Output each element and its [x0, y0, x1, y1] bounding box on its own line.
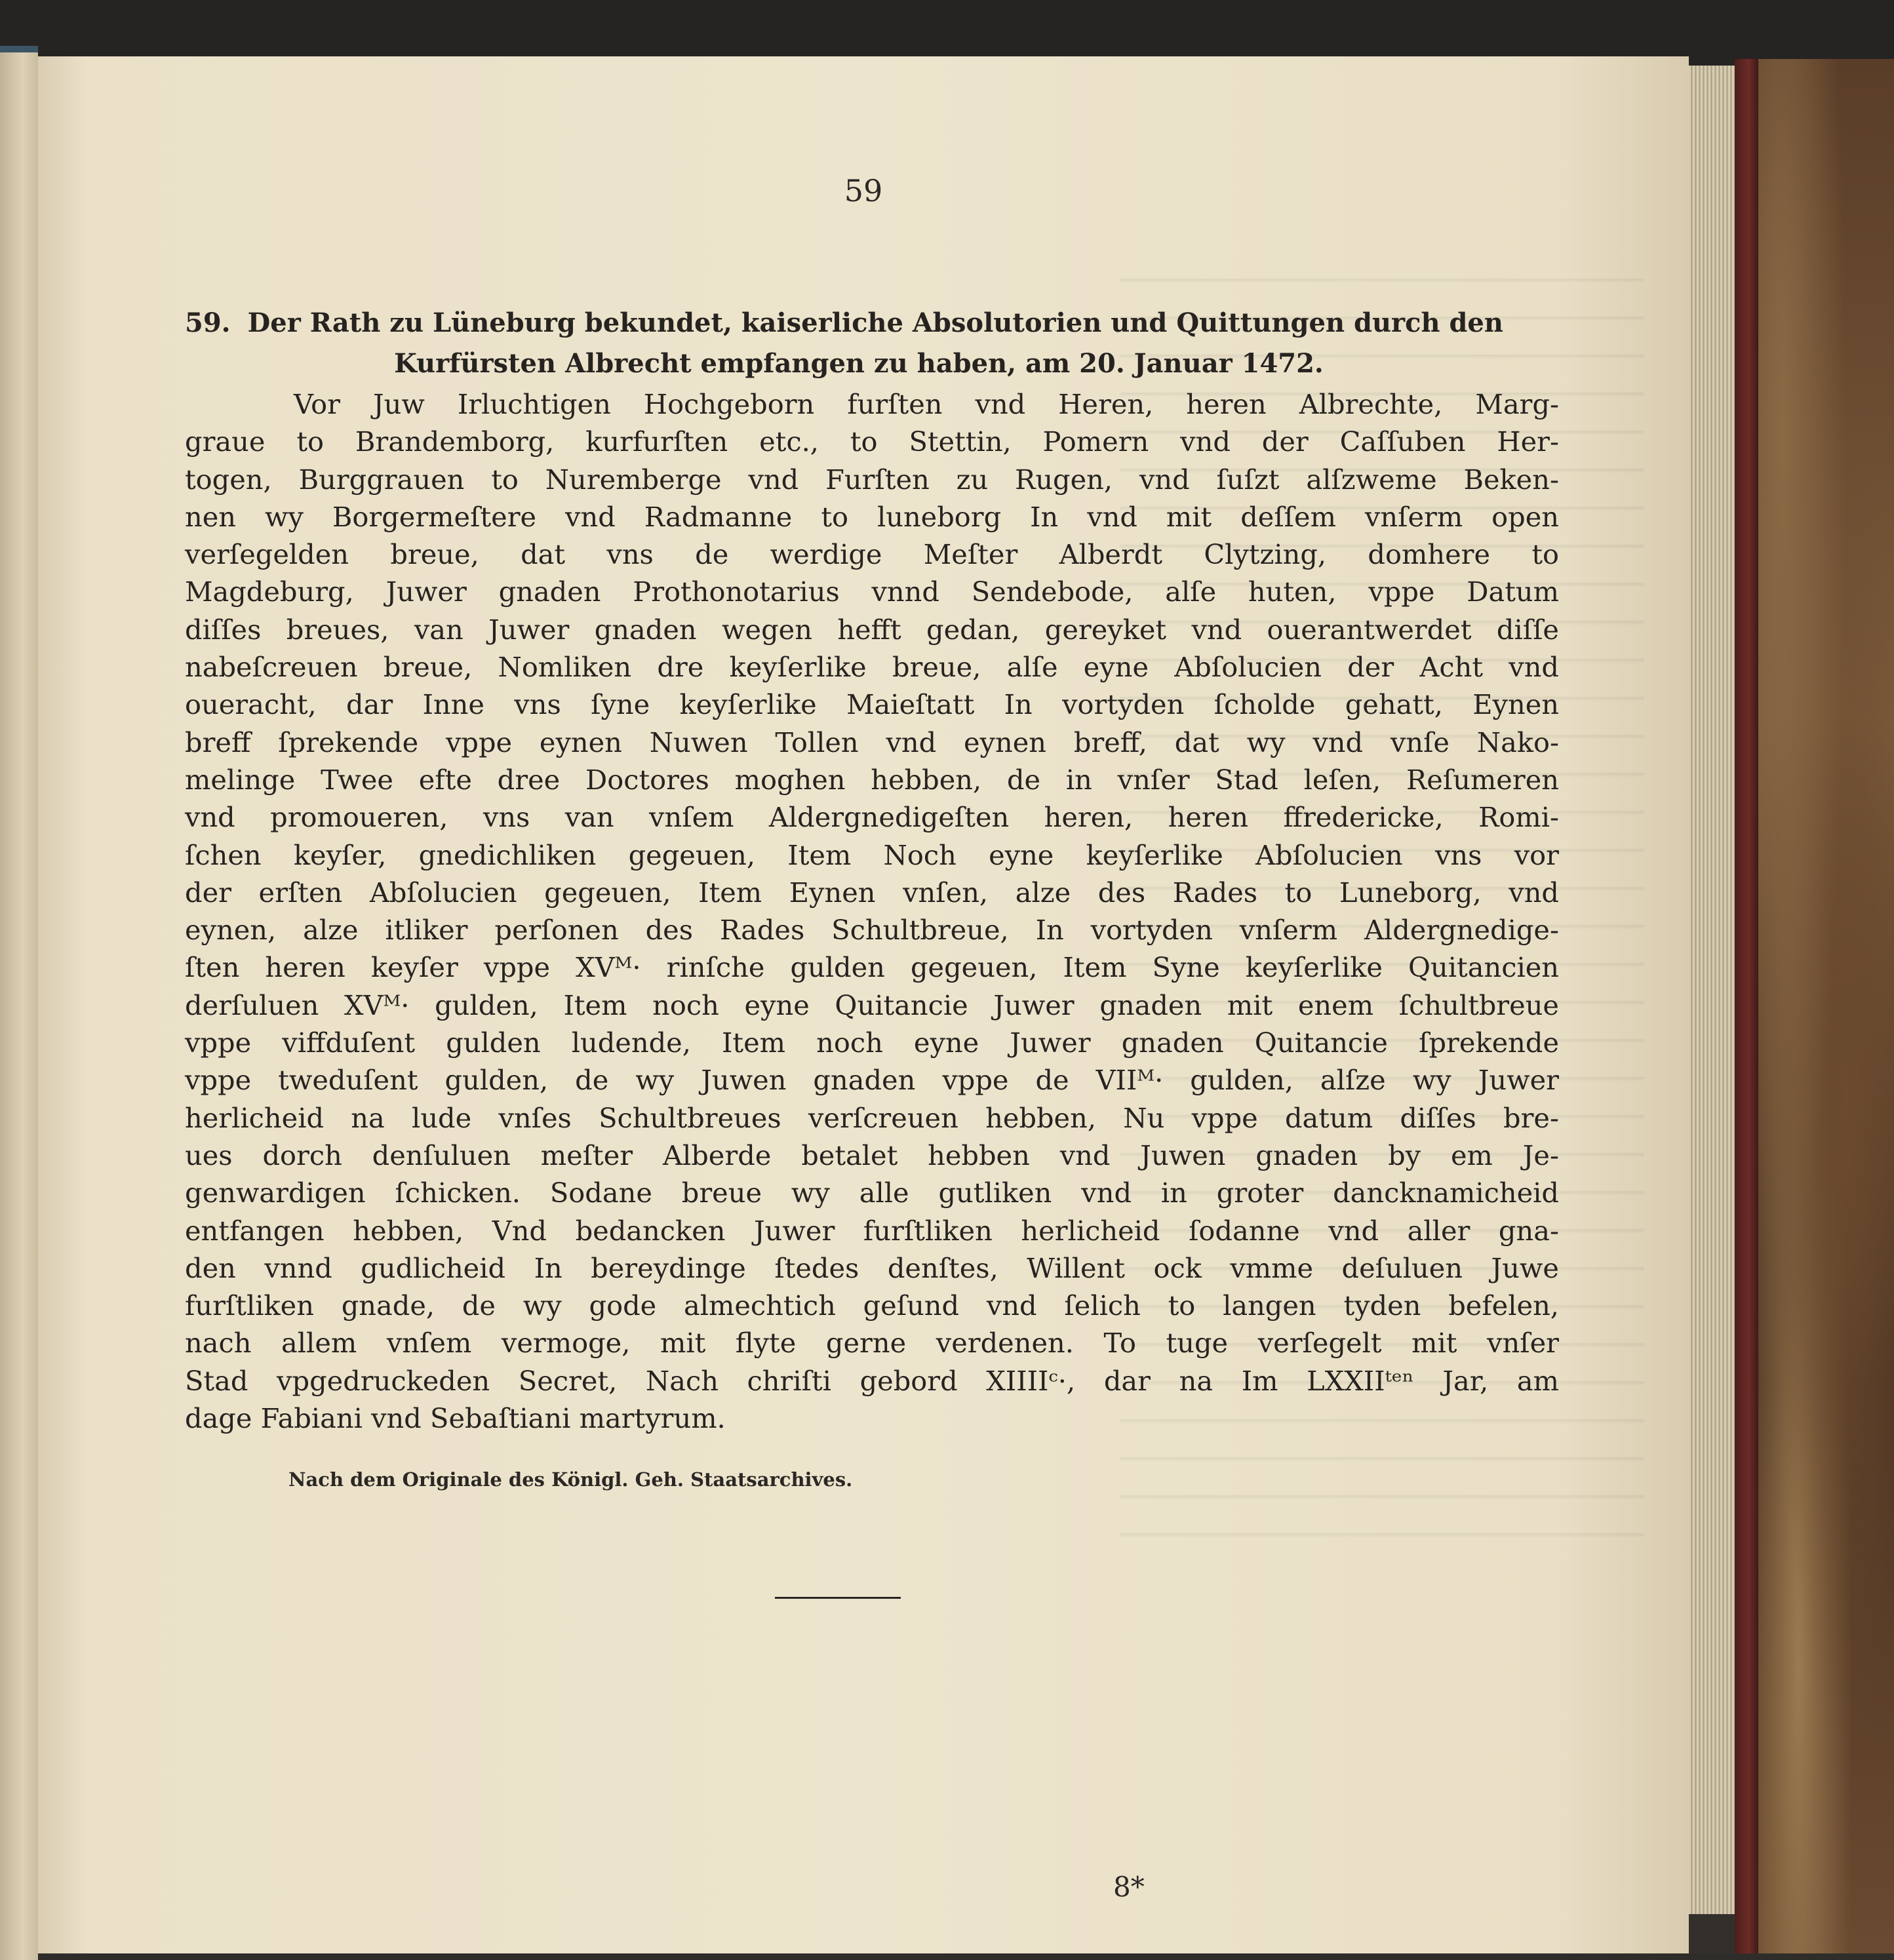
text-line: vppe tweduſent gulden, de wy Juwen gnaden vppe de VIIᴹ· gulden, alſze wy Juwer	[185, 1064, 1559, 1097]
charter-text	[185, 385, 1559, 1437]
marbled-cover-board	[1735, 59, 1894, 1953]
text-line: graue to Brandemborg, kurfurſten etc., to Stettin, Pomern vnd der Caſſuben Her-	[185, 425, 1559, 458]
source-note: Nach dem Originale des Königl. Geh. Staatsarchives.	[288, 1468, 853, 1491]
text-line: derſuluen XVᴹ· gulden, Item noch eyne Quitancie Juwer gnaden mit enem ſchultbreue	[185, 989, 1559, 1021]
text-line: entfangen hebben, Vnd bedancken Juwer furſtliken herlicheid ſodanne vnd aller gna-	[185, 1214, 1559, 1247]
book-page	[38, 56, 1689, 1953]
text-line: Stad vpgedruckeden Secret, Nach chriſti gebord XIIIIᶜ·, dar na Im LXXIIᵗᵉⁿ Jar, am	[185, 1364, 1559, 1397]
text-line: Vor Juw Irluchtigen Hochgeborn furſten vnd Heren, heren Albrechte, Marg-	[294, 388, 1559, 420]
text-line: vppe viffduſent gulden ludende, Item noch eyne Juwer gnaden Quitancie ſprekende	[185, 1027, 1559, 1059]
end-rule	[775, 1597, 901, 1599]
text-line: ues dorch denſuluen meſter Alberde betalet hebben vnd Juwen gnaden by em Je-	[185, 1139, 1559, 1171]
signature-mark: 8*	[1113, 1871, 1145, 1903]
text-line: herlicheid na lude vnſes Schultbreues verſcreuen hebben, Nu vppe datum diſſes bre-	[185, 1101, 1559, 1134]
text-line: den vnnd gudlicheid In bereydinge ſtedes denſtes, Willent ock vmme deſuluen Juwe	[185, 1251, 1559, 1284]
facing-page-edge	[0, 46, 38, 1960]
text-line: Magdeburg, Juwer gnaden Prothonotarius vnnd Sendebode, alſe huten, vppe Datum	[185, 576, 1559, 608]
leather-spine-edge	[1735, 59, 1758, 1953]
text-line: oueracht, dar Inne vns ſyne keyſerlike Maieſtatt In vortyden ſcholde gehatt, Eynen	[185, 688, 1559, 721]
text-line: genwardigen ſchicken. Sodane breue wy alle gutliken vnd in groter dancknamicheid	[185, 1177, 1559, 1209]
text-line: breff ſprekende vppe eynen Nuwen Tollen vnd eynen breff, dat wy vnd vnſe Nako-	[185, 726, 1559, 758]
text-line: eynen, alze itliker perſonen des Rades Schultbreue, In vortyden vnſerm Aldergnedige-	[185, 914, 1559, 947]
text-line: ſchen keyſer, gnedichliken gegeuen, Item Noch eyne keyſerlike Abſolucien vns vor	[185, 838, 1559, 871]
text-line: diſſes breues, van Juwer gnaden wegen hefft gedan, gereyket vnd ouerantwerdet diſſe	[185, 613, 1559, 646]
text-line: furſtliken gnade, de wy gode almechtich geſund vnd ſelich to langen tyden befelen,	[185, 1289, 1559, 1322]
text-line: melinge Twee efte dree Doctores moghen hebben, de in vnſer Stad leſen, Reſumeren	[185, 763, 1559, 796]
document-heading	[185, 303, 1559, 384]
text-line: togen, Burggrauen to Nuremberge vnd Furſten zu Rugen, vnd ſuſzt alſzweme Beken-	[185, 463, 1559, 496]
text-line: der erſten Abſolucien gegeuen, Item Eynen vnſen, alze des Rades to Luneborg, vnd	[185, 876, 1559, 909]
text-line: nach allem vnſem vermoge, mit flyte gerne verdenen. To tuge verſegelt mit vnſer	[185, 1327, 1559, 1360]
text-line: dage Fabiani vnd Sebaſtiani martyrum.	[185, 1402, 726, 1435]
heading-line-2: Kurfürsten Albrecht empfangen zu haben, am 20. Januar 1472.	[394, 348, 1324, 379]
text-line: nabeſcreuen breue, Nomliken dre keyſerlike breue, alſe eyne Abſolucien der Acht vnd	[185, 651, 1559, 684]
text-line: vnd promoueren, vns van vnſem Aldergnedigeſten heren, heren ffredericke, Romi-	[185, 801, 1559, 834]
text-line: nen wy Borgermeſtere vnd Radmanne to luneborg In vnd mit deſſem vnſerm open	[185, 500, 1559, 533]
text-line: verſegelden breue, dat vns de werdige Meſter Alberdt Clytzing, domhere to	[185, 538, 1559, 571]
page-stack-edges	[1689, 66, 1735, 1914]
text-line: ſten heren keyſer vppe XVᴹ· rinſche gulden gegeuen, Item Syne keyſerlike Quitancien	[185, 951, 1559, 984]
document-number: 59.	[185, 307, 231, 338]
page-number: 59	[844, 173, 883, 208]
heading-line-1: Der Rath zu Lüneburg bekundet, kaiserliche Absolutorien und Quittungen durch den	[247, 307, 1503, 338]
